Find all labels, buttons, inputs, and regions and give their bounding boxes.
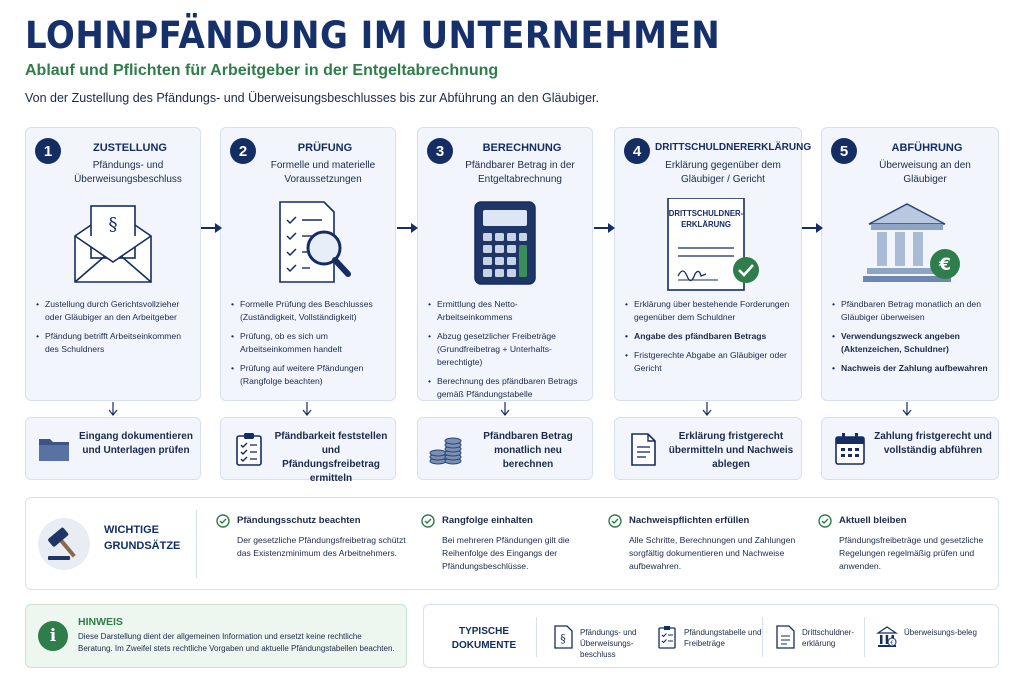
hint-text: Diese Darstellung dient der allgemeinen Information und ersetzt keine rechtliche Beratung. Im Zweifel stets rechtliche Vorgaben und aktuelle Pfändungstabellen beachten.	[78, 632, 395, 653]
action-box	[25, 417, 201, 480]
arrow-right-icon	[594, 222, 616, 234]
principles-panel	[25, 497, 999, 590]
action-text: Eingang dokumentieren und Unterlagen prüfen	[79, 431, 193, 456]
arrow-right-icon	[802, 222, 824, 234]
principles-title-line: WICHTIGE	[104, 524, 159, 536]
check-circle-icon	[216, 514, 230, 528]
calculator-icon	[418, 198, 592, 288]
step-bullet: • Ermittlung des Netto-Arbeitseinkommens	[428, 298, 584, 324]
step-heading: BERECHNUNG	[482, 142, 562, 154]
step-bullet: • Berechnung des pfändbaren Betrags gemäß Pfändungstabelle	[428, 375, 584, 401]
divider	[536, 617, 537, 657]
principle-text: Alle Schritte, Berechnungen und Zahlungen sorgfältig dokumentieren und Nachweise aufbewahren.	[629, 535, 796, 571]
page-intro: Von der Zustellung des Pfändungs- und Überweisungsbeschlusses bis zur Abführung an den Gläubiger.	[25, 91, 599, 105]
checklist-icon	[656, 625, 678, 649]
step-heading: DRITTSCHULDNERERKLÄRUNG	[655, 142, 812, 153]
step-subheading: Überweisung an den Gläubiger	[879, 160, 971, 185]
step-number: 1	[35, 138, 61, 164]
step-heading: ABFÜHRUNG	[891, 142, 963, 154]
clipboard-checklist-icon	[231, 431, 267, 467]
page-subtitle: Ablauf und Pflichten für Arbeitgeber in der Entgeltabrechnung	[25, 62, 499, 79]
documents-heading-line: TYPISCHE	[458, 626, 509, 637]
arrow-right-icon	[201, 222, 223, 234]
info-icon: i	[38, 621, 68, 651]
arrow-down-icon	[108, 402, 118, 416]
principle-heading: Nachweispflichten erfüllen	[629, 515, 750, 526]
step-bullet: • Prüfung auf weitere Pfändungen (Rangfolge beachten)	[231, 362, 387, 388]
hint-heading: HINWEIS	[78, 616, 123, 628]
arrow-down-icon	[702, 402, 712, 416]
step-number: 3	[427, 138, 453, 164]
action-box	[220, 417, 396, 484]
action-text: Zahlung fristgerecht und vollständig abführen	[874, 431, 992, 456]
divider	[762, 617, 763, 657]
gavel-icon	[38, 518, 90, 570]
step-subheading: Pfändbarer Betrag in der Entgeltabrechnung	[465, 160, 575, 185]
arrow-right-icon	[397, 222, 419, 234]
principles-title	[104, 522, 180, 554]
envelope-document-icon	[26, 198, 200, 288]
step-subheading: Erklärung gegenüber dem Gläubiger / Gericht	[665, 160, 781, 185]
principle-heading: Aktuell bleiben	[839, 515, 907, 526]
documents-heading	[444, 625, 524, 653]
action-text: Pfändbaren Betrag monatlich neu berechnen	[483, 431, 573, 470]
step-bullet: • Erklärung über bestehende Forderungen gegenüber dem Schuldner	[625, 298, 793, 324]
folder-icon	[36, 431, 72, 467]
check-circle-icon	[608, 514, 622, 528]
step-bullet: • Abzug gesetzlicher Freibeträge (Grundfreibetrag + Unterhalts-berechtigte)	[428, 330, 584, 369]
principle-text: Pfändungsfreibeträge und gesetzliche Regelungen regelmäßig prüfen und anwenden.	[839, 535, 984, 571]
principle-heading: Rangfolge einhalten	[442, 515, 533, 526]
action-text: Erklärung fristgerecht übermitteln und Nachweis ablegen	[668, 431, 794, 470]
principle-text: Bei mehreren Pfändungen gilt die Reihenfolge des Eingangs der Pfändungsbeschlüsse.	[442, 535, 570, 571]
svg-text:§: §	[560, 632, 566, 645]
step-bullet: • Formelle Prüfung des Beschlusses (Zuständigkeit, Vollständigkeit)	[231, 298, 387, 324]
divider	[196, 510, 197, 578]
divider	[864, 617, 865, 657]
declaration-document-icon	[615, 198, 801, 288]
svg-text:€: €	[890, 640, 894, 647]
document-icon	[625, 431, 661, 467]
bank-icon	[876, 625, 898, 649]
step-drittschuldnererklaerung	[614, 127, 812, 401]
step-bullet: • Prüfung, ob es sich um Arbeitseinkommen handelt	[231, 330, 387, 356]
step-abfuehrung	[821, 127, 999, 401]
check-circle-icon	[818, 514, 832, 528]
step-number: 5	[831, 138, 857, 164]
checklist-magnifier-icon	[221, 198, 395, 288]
step-zustellung	[25, 127, 201, 401]
document-label: Drittschuldner-erklärung	[802, 628, 855, 648]
check-circle-icon	[421, 514, 435, 528]
step-number: 2	[230, 138, 256, 164]
step-berechnung	[417, 127, 593, 401]
principle-text: Der gesetzliche Pfändungsfreibetrag schützt das Existenzminimum des Arbeitnehmers.	[237, 535, 406, 558]
step-bullet: • Zustellung durch Gerichtsvollzieher oder Gläubiger an den Arbeitgeber	[36, 298, 192, 324]
step-subheading: Formelle und materielle Voraussetzungen	[270, 160, 376, 185]
action-box	[821, 417, 999, 480]
document-icon	[774, 625, 796, 649]
step-bullet: • Pfändung betrifft Arbeitseinkommen des Schuldners	[36, 330, 192, 356]
step-bullet: • Angabe des pfändbaren Betrags	[625, 330, 793, 343]
paragraph-document-icon	[552, 625, 574, 649]
document-label: Überweisungs-beleg	[904, 628, 977, 637]
documents-heading-line: DOKUMENTE	[451, 640, 517, 651]
page-title: LOHNPFÄNDUNG IM UNTERNEHMEN	[25, 14, 721, 57]
principles-title-line: GRUNDSÄTZE	[104, 540, 181, 552]
calendar-icon	[832, 431, 868, 467]
step-bullet: • Pfändbaren Betrag monatlich an den Gläubiger überweisen	[832, 298, 990, 324]
action-box	[417, 417, 593, 480]
arrow-down-icon	[902, 402, 912, 416]
svg-text:§: §	[108, 214, 118, 235]
svg-text:€: €	[939, 255, 951, 275]
step-bullet: • Nachweis der Zahlung aufbewahren	[832, 362, 990, 375]
step-heading: ZUSTELLUNG	[93, 142, 167, 154]
arrow-down-icon	[500, 402, 510, 416]
document-label: Pfändungs- und Überweisungs-beschluss	[580, 628, 637, 659]
coins-icon	[428, 431, 464, 467]
step-pruefung	[220, 127, 396, 401]
step-number: 4	[624, 138, 650, 164]
documents-panel	[423, 604, 999, 668]
step-heading: PRÜFUNG	[297, 142, 353, 154]
step-subheading: Pfändungs- und Überweisungsbeschluss	[74, 160, 182, 185]
declaration-doc-title: DRITTSCHULDNER-ERKLÄRUNG	[668, 209, 744, 229]
action-box	[614, 417, 802, 480]
action-text: Pfändbarkeit feststellen und Pfändungsfreibetrag ermitteln	[274, 431, 388, 484]
step-bullet: • Fristgerechte Abgabe an Gläubiger oder Gericht	[625, 349, 793, 375]
principle-heading: Pfändungsschutz beachten	[237, 515, 361, 526]
document-label: Pfändungstabelle und Freibeträge	[684, 628, 762, 648]
step-bullet: • Verwendungszweck angeben (Aktenzeichen, Schuldner)	[832, 330, 990, 356]
hint-panel	[25, 604, 407, 668]
arrow-down-icon	[302, 402, 312, 416]
bank-euro-icon	[822, 198, 998, 288]
